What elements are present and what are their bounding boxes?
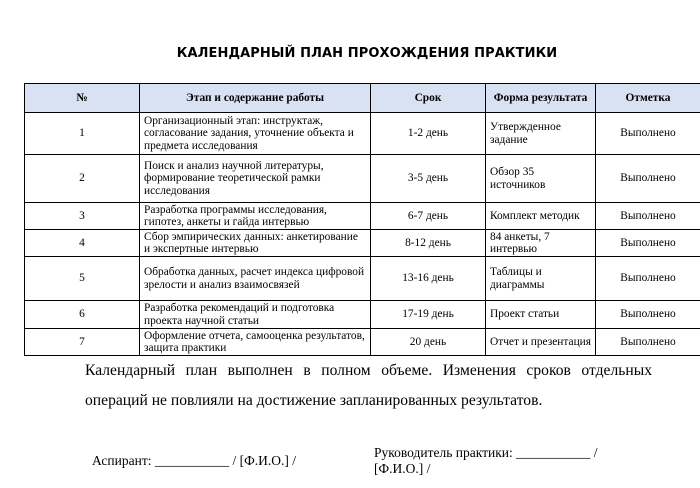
header-mark: Отметка bbox=[596, 84, 700, 113]
row-mark: Выполнено bbox=[596, 113, 700, 155]
row-number: 6 bbox=[25, 301, 140, 329]
row-mark: Выполнено bbox=[596, 257, 700, 301]
header-term: Срок bbox=[371, 84, 486, 113]
table-row bbox=[25, 329, 700, 356]
row-mark: Выполнено bbox=[596, 301, 700, 329]
row-term: 1-2 день bbox=[371, 113, 486, 155]
row-mark: Выполнено bbox=[596, 329, 700, 356]
row-result-form: Комплект методик bbox=[486, 203, 596, 230]
row-stage: Оформление отчета, самооценка результатов, защита практики bbox=[140, 329, 371, 356]
row-number: 7 bbox=[25, 329, 140, 356]
row-term: 17-19 день bbox=[371, 301, 486, 329]
row-stage: Поиск и анализ научной литературы, формирование теоретической рамки исследования bbox=[140, 155, 371, 203]
row-stage: Разработка рекомендаций и подготовка проекта научной статьи bbox=[140, 301, 371, 329]
conclusion-paragraph: Календарный план выполнен в полном объеме. Изменения сроков отдельных операций не повлияли на достижение запланированных результатов. bbox=[85, 362, 652, 409]
row-term: 20 день bbox=[371, 329, 486, 356]
row-result-form: Проект статьи bbox=[486, 301, 596, 329]
table-row bbox=[25, 301, 700, 329]
row-mark: Выполнено bbox=[596, 155, 700, 203]
table-row bbox=[25, 203, 700, 230]
table-row bbox=[25, 113, 700, 155]
row-term: 6-7 день bbox=[371, 203, 486, 230]
practice-plan-table bbox=[24, 83, 700, 356]
row-number: 3 bbox=[25, 203, 140, 230]
header-number: № bbox=[25, 84, 140, 113]
row-number: 4 bbox=[25, 230, 140, 257]
table-header-row bbox=[25, 84, 700, 113]
row-number: 2 bbox=[25, 155, 140, 203]
table-row bbox=[25, 257, 700, 301]
row-result-form: Утвержденное задание bbox=[486, 113, 596, 155]
row-term: 8-12 день bbox=[371, 230, 486, 257]
header-stage: Этап и содержание работы bbox=[140, 84, 371, 113]
row-number: 1 bbox=[25, 113, 140, 155]
table-row bbox=[25, 155, 700, 203]
page-title: КАЛЕНДАРНЫЙ ПЛАН ПРОХОЖДЕНИЯ ПРАКТИКИ bbox=[176, 46, 558, 61]
row-result-form: Обзор 35 источников bbox=[486, 155, 596, 203]
supervisor-signature-line: Руководитель практики: ___________ / [Ф.И.О.] / bbox=[374, 445, 598, 476]
row-mark: Выполнено bbox=[596, 203, 700, 230]
header-result-form: Форма результата bbox=[486, 84, 596, 113]
row-stage: Организационный этап: инструктаж, согласование задания, уточнение объекта и предмета исследования bbox=[140, 113, 371, 155]
row-term: 13-16 день bbox=[371, 257, 486, 301]
row-stage: Сбор эмпирических данных: анкетирование и экспертные интервью bbox=[140, 230, 371, 257]
row-term: 3-5 день bbox=[371, 155, 486, 203]
row-result-form: Отчет и презентация bbox=[486, 329, 596, 356]
row-stage: Обработка данных, расчет индекса цифровой зрелости и анализ взаимосвязей bbox=[140, 257, 371, 301]
student-signature-line: Аспирант: ___________ / [Ф.И.О.] / bbox=[92, 453, 297, 468]
row-stage: Разработка программы исследования, гипотез, анкеты и гайда интервью bbox=[140, 203, 371, 230]
row-number: 5 bbox=[25, 257, 140, 301]
table-row bbox=[25, 230, 700, 257]
row-result-form: Таблицы и диаграммы bbox=[486, 257, 596, 301]
row-result-form: 84 анкеты, 7 интервью bbox=[486, 230, 596, 257]
row-mark: Выполнено bbox=[596, 230, 700, 257]
